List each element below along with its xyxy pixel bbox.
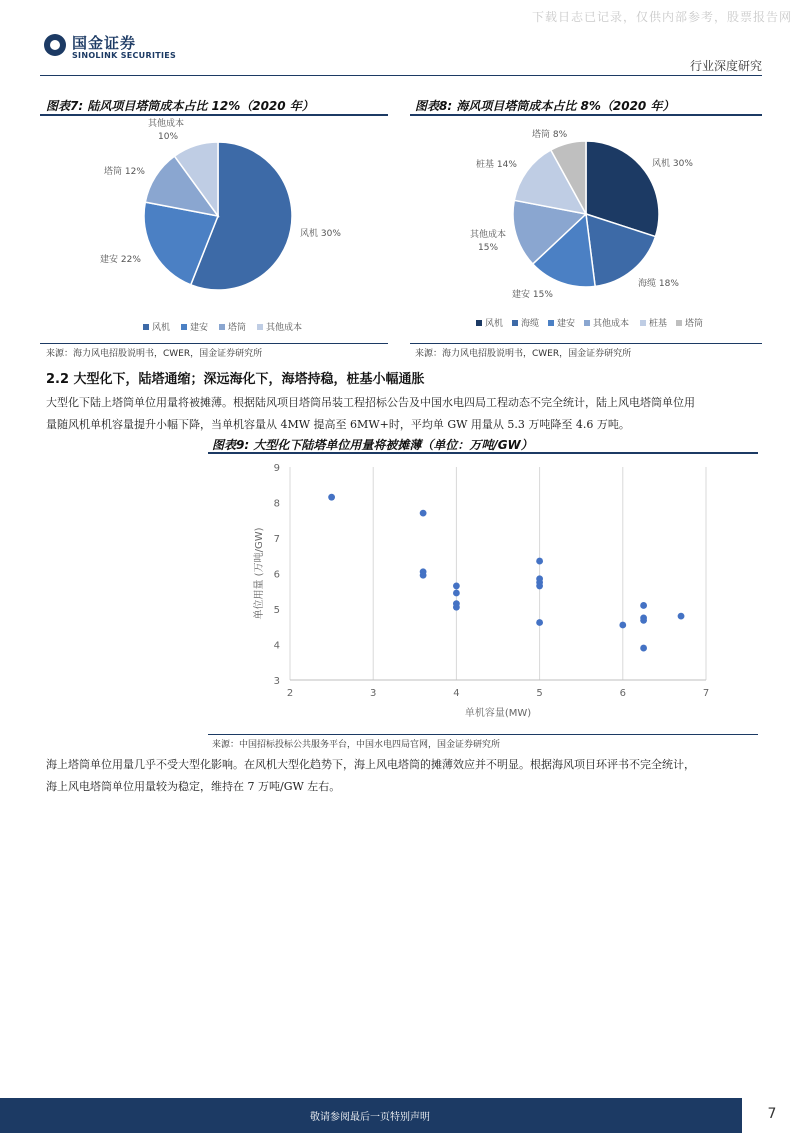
- offshore-paragraph: [46, 754, 766, 798]
- scatter-point: [640, 602, 647, 609]
- paragraph-line: 大型化下陆上塔筒单位用量将被摊薄。根据陆风项目塔筒吊装工程招标公告及中国水电四局工程动态不完全统计，陆上风电塔筒单位用: [46, 396, 695, 409]
- x-tick-label: 2: [286, 688, 294, 699]
- scatter-point: [640, 645, 647, 652]
- footer-disclaimer[interactable]: 敬请参阅最后一页特别声明: [310, 1112, 430, 1123]
- y-tick-label: 3: [273, 676, 280, 687]
- paragraph-line: 量随风机单机容量提升小幅下降，当单机容量从 4MW 提高至 6MW+时，平均单 GW 用量从 5.3 万吨降至 4.6 万吨。: [46, 418, 630, 431]
- fig9-xlabel: 单机容量(MW): [464, 708, 532, 719]
- legend-label: 建安: [190, 323, 209, 333]
- fig7-label-tatong: 塔筒 12%: [104, 167, 145, 177]
- legend-swatch: [257, 324, 263, 330]
- section-heading: 2.2 大型化下，陆塔通缩；深远海化下，海塔持稳，桩基小幅通胀: [46, 372, 425, 387]
- sinolink-logo: [44, 32, 204, 66]
- legend-label: 风机: [152, 323, 171, 333]
- paragraph-line: 海上塔筒单位用量几乎不受大型化影响。在风机大型化趋势下，海上风电塔筒的摊薄效应并不明显。根据海风项目环评书不完全统计，: [46, 758, 695, 771]
- fig7-legend: [143, 321, 302, 333]
- legend-swatch: [219, 324, 225, 330]
- fig8-title: 图表8: 海风项目塔筒成本占比 8%（2020 年）: [415, 99, 675, 113]
- scatter-point: [453, 590, 460, 597]
- fig8-label-jianan: 建安 15%: [512, 290, 553, 300]
- logo-en-text: SINOLINK SECURITIES: [72, 51, 177, 60]
- fig8-legend: [476, 317, 703, 329]
- scatter-point: [536, 558, 543, 565]
- fig8-label-fanji: 风机 30%: [652, 159, 693, 169]
- scatter-point: [678, 613, 685, 620]
- scatter-point: [640, 617, 647, 624]
- x-tick-label: 3: [370, 688, 377, 699]
- fig7-pie-chart: [40, 116, 388, 344]
- scatter-point: [420, 572, 427, 579]
- fig7-bottom-rule: [40, 343, 388, 344]
- legend-swatch: [640, 320, 646, 326]
- fig9-title-rule: [208, 452, 758, 454]
- y-tick-label: 4: [273, 640, 280, 652]
- document-type: 行业深度研究: [689, 59, 762, 73]
- page-number: 7: [767, 1106, 777, 1122]
- legend-swatch: [143, 324, 149, 330]
- x-tick-label: 7: [702, 688, 710, 699]
- header-divider: [40, 75, 762, 76]
- scatter-point: [420, 510, 427, 517]
- scatter-point: [328, 494, 335, 501]
- fig9-source: 来源：中国招标投标公共服务平台，中国水电四局官网，国金证券研究所: [212, 740, 501, 750]
- fig7-source: 来源：海力风电招股说明书，CWER，国金证券研究所: [46, 349, 263, 359]
- fig8-source: 来源：海力风电招股说明书，CWER，国金证券研究所: [415, 349, 632, 359]
- legend-swatch: [512, 320, 518, 326]
- fig9-title: 图表9: 大型化下陆塔单位用量将被摊薄（单位：万吨/GW）: [212, 438, 533, 452]
- legend-label: 风机: [485, 319, 504, 329]
- scatter-point: [453, 583, 460, 590]
- legend-label: 塔筒: [228, 323, 247, 333]
- x-tick-label: 4: [453, 688, 460, 699]
- legend-swatch: [181, 324, 187, 330]
- fig8-label-tatong: 塔筒 8%: [532, 130, 568, 140]
- legend-label: 其他成本: [593, 319, 630, 329]
- fig7-label-jianan: 建安 22%: [100, 255, 141, 265]
- y-tick-label: 7: [273, 534, 280, 545]
- section-paragraph: [46, 392, 766, 436]
- legend-swatch: [548, 320, 554, 326]
- scatter-point: [453, 604, 460, 611]
- x-tick-label: 6: [619, 688, 626, 699]
- fig7-title: 图表7: 陆风项目塔筒成本占比 12%（2020 年）: [46, 99, 314, 113]
- y-tick-label: 9: [273, 463, 280, 474]
- scatter-point: [619, 622, 626, 629]
- fig8-bottom-rule: [410, 343, 762, 344]
- legend-label: 桩基: [649, 319, 668, 329]
- x-tick-label: 5: [536, 688, 543, 699]
- legend-swatch: [676, 320, 682, 326]
- legend-label: 海缆: [521, 319, 540, 329]
- logo-mark-icon: [44, 34, 66, 56]
- fig7-label-qita: 其他成本: [148, 119, 185, 129]
- y-tick-label: 8: [273, 498, 280, 510]
- fig8-pie-chart: [410, 116, 762, 344]
- legend-label: 塔筒: [685, 319, 704, 329]
- fig8-label-qita: 其他成本: [470, 230, 507, 240]
- fig7-label-qita-pct: 10%: [158, 132, 179, 142]
- fig8-label-zhuangji: 桩基 14%: [476, 160, 517, 170]
- fig9-scatter-chart: [208, 455, 758, 733]
- y-tick-label: 6: [273, 569, 280, 581]
- fig9-ylabel: 单位用量 (万吨/GW): [254, 527, 265, 620]
- paragraph-line: 海上风电塔筒单位用量较为稳定，维持在 7 万吨/GW 左右。: [46, 780, 341, 793]
- logo-cn-text: 国金证券: [72, 34, 137, 52]
- fig8-label-qita-pct: 15%: [478, 243, 499, 253]
- scatter-point: [536, 619, 543, 626]
- fig7-label-fanji: 风机 30%: [300, 229, 341, 239]
- fig9-bottom-rule: [208, 734, 758, 735]
- legend-swatch: [584, 320, 590, 326]
- fig8-label-hailan: 海缆 18%: [638, 279, 679, 289]
- legend-swatch: [476, 320, 482, 326]
- legend-label: 其他成本: [266, 323, 303, 333]
- legend-label: 建安: [557, 319, 576, 329]
- y-tick-label: 5: [273, 605, 280, 616]
- scatter-point: [536, 583, 543, 590]
- watermark-text: 下载日志已记录，仅供内部参考，股票报告网: [531, 10, 792, 24]
